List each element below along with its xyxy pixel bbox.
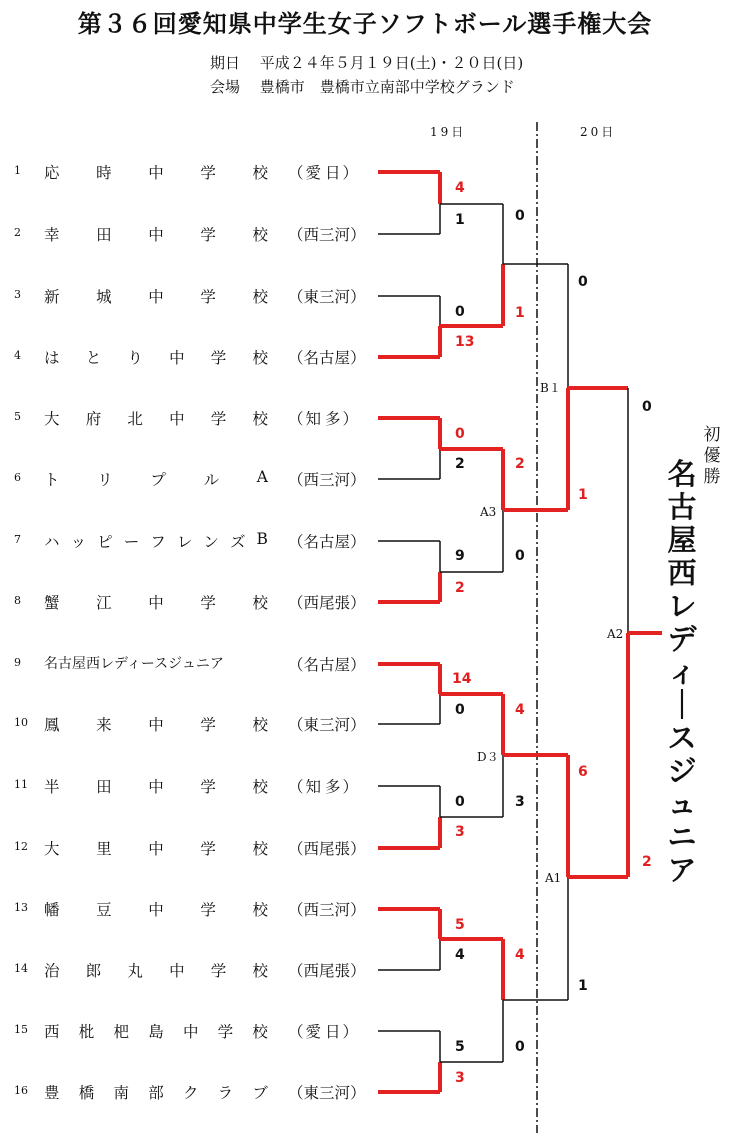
score-r1: 0	[455, 702, 465, 718]
score-r1: 14	[452, 671, 472, 687]
team-name: 幸 田 中 学 校	[44, 226, 268, 244]
team-name: 大 府 北 中 学 校	[44, 410, 268, 428]
team-region: （ 東 三 河 ）	[288, 716, 366, 734]
team-name: 大 里 中 学 校	[44, 840, 268, 858]
team-number: 3	[14, 288, 21, 301]
score-r1: 4	[455, 947, 465, 963]
score-r1: 3	[455, 824, 465, 840]
venue-label: 会場	[210, 78, 241, 96]
score-r2: 2	[515, 456, 525, 472]
team-region: （ 西 尾 張 ）	[288, 962, 366, 980]
score-r1: 9	[455, 548, 465, 564]
score-r1: 0	[455, 426, 465, 442]
score-r1: 0	[455, 304, 465, 320]
team-number: 8	[14, 594, 21, 607]
score-r1: 1	[455, 212, 465, 228]
score-r2: 3	[515, 794, 525, 810]
game-label-a2: A2	[607, 627, 624, 641]
score-r1: 2	[455, 456, 465, 472]
date-label: 期日	[210, 54, 241, 72]
team-number: 7	[14, 533, 21, 546]
team-name: 治 郎 丸 中 学 校	[44, 962, 268, 980]
team-name: 西 枇 杷 島 中 学 校	[44, 1023, 268, 1041]
score-r3: 0	[578, 274, 588, 290]
team-name: 鳳 来 中 学 校	[44, 716, 268, 734]
team-region: （ 名 古 屋 ）	[288, 656, 366, 674]
score-final: 0	[642, 399, 652, 415]
team-number: 12	[14, 840, 28, 853]
score-r1: 2	[455, 580, 465, 596]
team-name: 新 城 中 学 校	[44, 288, 268, 306]
team-region: （ 愛 日 ）	[288, 1023, 358, 1041]
score-final: 2	[642, 854, 652, 870]
team-number: 2	[14, 226, 21, 239]
team-number: 5	[14, 410, 21, 423]
score-r2: 4	[515, 947, 525, 963]
score-r2: 4	[515, 702, 525, 718]
game-label-a3: A3	[480, 505, 497, 519]
score-r1: 5	[455, 917, 465, 933]
team-region: （ 西 三 河 ）	[288, 901, 366, 919]
team-name: 半 田 中 学 校	[44, 778, 268, 796]
team-region: （ 知 多 ）	[288, 410, 358, 428]
score-r3: 1	[578, 978, 588, 994]
team-number: 16	[14, 1084, 28, 1097]
team-name: 応 時 中 学 校	[44, 164, 268, 182]
page-title: 第３６回愛知県中学生女子ソフトボール選手権大会	[77, 10, 653, 38]
team-number: 11	[14, 778, 28, 791]
team-number: 15	[14, 1023, 28, 1036]
score-r1: 13	[455, 334, 475, 350]
team-region: （ 東 三 河 ）	[288, 1084, 366, 1102]
team-number: 1	[14, 164, 21, 177]
score-r2: 1	[515, 305, 525, 321]
team-name: ハ ッ ピ ー フ レ ン ズ B	[44, 530, 268, 551]
team-region: （ 西 尾 張 ）	[288, 594, 366, 612]
game-label-a1: A1	[545, 871, 562, 885]
team-number: 6	[14, 471, 21, 484]
team-region: （ 西 尾 張 ）	[288, 840, 366, 858]
team-region: （ 東 三 河 ）	[288, 288, 366, 306]
team-name: ト リ プ ル A	[44, 468, 268, 489]
team-region: （ 愛 日 ）	[288, 164, 358, 182]
score-r3: 1	[578, 487, 588, 503]
team-name: 幡 豆 中 学 校	[44, 901, 268, 919]
score-r2: 0	[515, 1039, 525, 1055]
champion-label: 初 優 勝	[703, 425, 721, 487]
team-number: 9	[14, 656, 21, 669]
score-r1: 0	[455, 794, 465, 810]
venue-value: 豊橋市 豊橋市立南部中学校グランド	[259, 78, 515, 96]
game-label-d3: D３	[477, 750, 499, 764]
score-r1: 3	[455, 1070, 465, 1086]
team-region: （ 西 三 河 ）	[288, 471, 366, 489]
team-number: 10	[14, 716, 28, 729]
game-label-b1: B１	[540, 381, 561, 395]
team-region: （ 知 多 ）	[288, 778, 358, 796]
champion-name: 名 古 屋 西 レ デ ィ ｜ ス ジ ュ ニ ア	[667, 457, 697, 887]
team-region: （ 西 三 河 ）	[288, 226, 366, 244]
team-number: 13	[14, 901, 28, 914]
score-r2: 0	[515, 208, 525, 224]
score-r3: 6	[578, 764, 588, 780]
team-region: （ 名 古 屋 ）	[288, 533, 366, 551]
team-name: 豊 橋 南 部 ク ラ ブ	[44, 1084, 268, 1102]
score-r2: 0	[515, 548, 525, 564]
team-region: （ 名 古 屋 ）	[288, 349, 366, 367]
date-value: 平成２４年５月１９日(土)・２０日(日)	[259, 54, 524, 72]
score-r1: 4	[455, 180, 465, 196]
team-number: 4	[14, 349, 21, 362]
score-r1: 5	[455, 1039, 465, 1055]
team-name: 名古屋西レディースジュニア	[44, 656, 224, 672]
day2-header: 20日	[580, 125, 617, 139]
team-name: は と り 中 学 校	[44, 349, 268, 367]
team-name: 蟹 江 中 学 校	[44, 594, 268, 612]
team-number: 14	[14, 962, 28, 975]
day1-header: 19日	[430, 125, 467, 139]
